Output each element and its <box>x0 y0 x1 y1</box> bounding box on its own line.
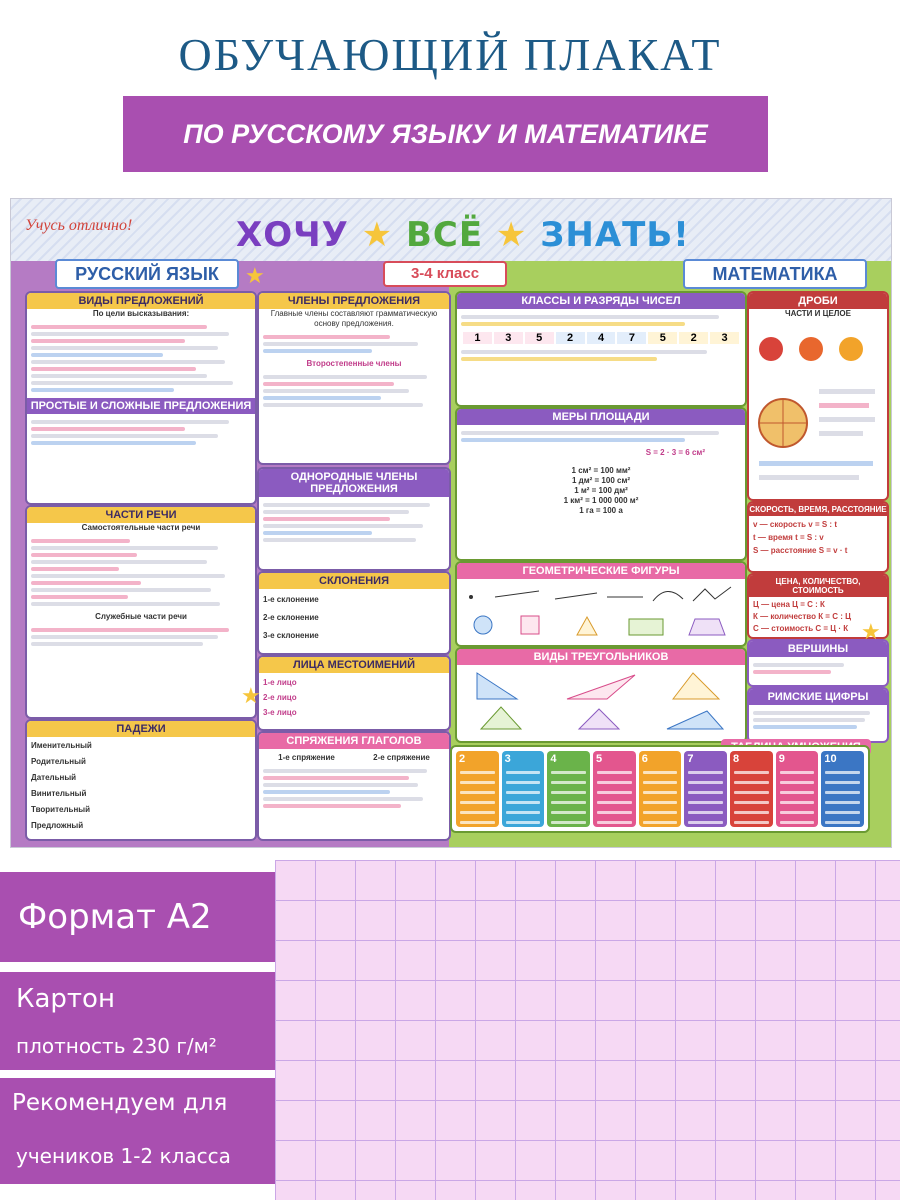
poster-headline <box>236 215 690 255</box>
star-icon: ★ <box>361 215 394 255</box>
digit: 4 <box>587 332 616 344</box>
equilateral-triangle <box>579 709 619 729</box>
digit: 2 <box>556 332 585 344</box>
headline-word-2: ВСЁ <box>405 215 484 255</box>
mult-column <box>502 751 545 827</box>
pron-row-3: 3-е лицо <box>263 708 297 717</box>
mult-column <box>730 751 773 827</box>
text-line <box>759 475 859 480</box>
panel-number-classes <box>455 291 747 407</box>
obtuse-triangle <box>567 675 635 699</box>
curve-shape <box>653 591 683 601</box>
case-5: Творительный <box>31 805 91 814</box>
rectangle-shape <box>629 619 663 635</box>
text-line <box>819 417 875 422</box>
scalene-triangle <box>667 711 723 729</box>
area-formula: S = 2 · 3 = 6 см² <box>645 448 705 457</box>
speed-row: t — время t = S : v <box>753 533 824 542</box>
fractions-subtitle: ЧАСТИ И ЦЕЛОЕ <box>785 309 851 318</box>
mult-number: 2 <box>459 753 466 765</box>
headline-word-3: ЗНАТЬ! <box>540 215 690 255</box>
area-unit: 1 дм² = 100 см² <box>571 476 631 485</box>
star-icon: ★ <box>861 619 881 644</box>
star-icon: ★ <box>241 683 261 708</box>
mult-number: 6 <box>641 753 648 765</box>
density-label: плотность 230 г/м² <box>16 1034 217 1058</box>
recommend-line-1: Рекомендуем для <box>12 1090 228 1116</box>
page-title: ОБУЧАЮЩИЙ ПЛАКАТ <box>178 29 722 80</box>
case-2: Родительный <box>31 757 86 766</box>
panel-title: ВИДЫ ТРЕУГОЛЬНИКОВ <box>457 649 745 665</box>
recommend-block <box>0 1078 275 1184</box>
panel-declensions <box>257 571 451 655</box>
mult-number: 10 <box>824 753 837 765</box>
mult-column <box>776 751 819 827</box>
panel-title: ЛИЦА МЕСТОИМЕНИЙ <box>259 657 449 673</box>
point-shape <box>469 595 473 599</box>
line-shape <box>495 591 539 597</box>
subtitle-banner: ПО РУССКОМУ ЯЗЫКУ И МАТЕМАТИКЕ <box>123 96 768 172</box>
text-line <box>819 389 875 394</box>
text-line <box>819 431 863 436</box>
notebook-grid-background <box>275 860 900 1200</box>
area-unit: 1 м² = 100 дм² <box>574 486 628 495</box>
pron-row-1: 1-е лицо <box>263 678 297 687</box>
panel-title: ЧЛЕНЫ ПРЕДЛОЖЕНИЯ <box>259 293 449 309</box>
square-shape <box>521 616 539 634</box>
text-line <box>819 403 869 408</box>
fractions-drawing <box>749 319 883 489</box>
panel-title: ВЕРШИНЫ <box>749 641 887 657</box>
panel-text-lines <box>27 319 255 398</box>
panel-triangle-types <box>455 647 747 743</box>
panel-sentence-members <box>257 291 451 465</box>
panel-title: ВИДЫ ПРЕДЛОЖЕНИЙ <box>27 293 255 309</box>
acute-triangle <box>673 673 719 699</box>
digit: 7 <box>617 332 646 344</box>
case-3: Дательный <box>31 773 77 782</box>
digit: 3 <box>710 332 739 344</box>
area-unit: 1 см² = 100 мм² <box>571 466 631 475</box>
isosceles-triangle <box>481 707 521 729</box>
trapezoid-shape <box>689 619 725 635</box>
panel-conjugations <box>257 731 451 841</box>
speed-row: S — расстояние S = v · t <box>753 546 848 555</box>
speed-row: v — скорость v = S : t <box>753 520 837 529</box>
multiplication-table <box>450 745 870 833</box>
panel-homogeneous <box>257 467 451 571</box>
price-row: К — количество К = С : Ц <box>753 612 851 621</box>
panel-title: МЕРЫ ПЛОЩАДИ <box>457 409 745 425</box>
digit: 5 <box>525 332 554 344</box>
panel-pronouns <box>257 655 451 731</box>
subject-russian: РУССКИЙ ЯЗЫК <box>55 259 239 289</box>
panel-speed <box>747 501 889 573</box>
case-6: Предложный <box>31 821 84 830</box>
case-1: Именительный <box>31 741 92 750</box>
area-unit: 1 км² = 1 000 000 м² <box>563 496 639 505</box>
right-triangle <box>477 673 517 699</box>
mult-column <box>639 751 682 827</box>
panel-title: ЧАСТИ РЕЧИ <box>27 507 255 523</box>
apple-icon <box>759 337 783 361</box>
panel-subtitle-simple: ПРОСТЫЕ И СЛОЖНЫЕ ПРЕДЛОЖЕНИЯ <box>27 398 255 414</box>
area-unit: 1 га = 100 а <box>579 506 623 515</box>
mult-column <box>684 751 727 827</box>
price-row: Ц — цена Ц = С : К <box>753 600 825 609</box>
panel-roman <box>747 687 889 743</box>
panel-title: ГЕОМЕТРИЧЕСКИЕ ФИГУРЫ <box>457 563 745 579</box>
star-icon: ★ <box>495 215 528 255</box>
headline-word-1: ХОЧУ <box>236 215 349 255</box>
text-line <box>759 461 873 466</box>
panel-title: СКОРОСТЬ, ВРЕМЯ, РАССТОЯНИЕ <box>749 505 887 514</box>
panel-area-measures <box>455 407 747 561</box>
conj-col-1: 1-е спряжение <box>278 753 335 762</box>
material-label: Картон <box>16 984 115 1014</box>
mult-number: 8 <box>733 753 740 765</box>
brand-label: Учусь отлично! <box>25 217 133 234</box>
mult-column <box>547 751 590 827</box>
panel-title: ДРОБИ <box>749 293 887 309</box>
panel-sentence-types <box>25 291 257 505</box>
panel-vertices <box>747 639 889 687</box>
panel-title: ПАДЕЖИ <box>27 721 255 737</box>
decl-row-2: 2-е склонение <box>263 613 319 622</box>
format-label: Формат А2 <box>0 872 275 962</box>
pron-row-2: 2-е лицо <box>263 693 297 702</box>
case-4: Винительный <box>31 789 87 798</box>
service-parts-title: Служебные части речи <box>95 612 187 621</box>
panel-parts-of-speech <box>25 505 257 719</box>
mult-number: 5 <box>596 753 603 765</box>
panel-title: СКЛОНЕНИЯ <box>259 573 449 589</box>
price-row: С — стоимость С = Ц · К <box>753 624 849 633</box>
conj-col-2: 2-е спряжение <box>373 753 430 762</box>
mult-number: 9 <box>778 753 785 765</box>
panel-title: КЛАССЫ И РАЗРЯДЫ ЧИСЕЛ <box>457 293 745 309</box>
orange-icon <box>839 337 863 361</box>
circle-shape <box>474 616 492 634</box>
recommend-line-2: учеников 1-2 класса <box>16 1144 231 1168</box>
digit-row <box>457 332 745 344</box>
digit: 1 <box>463 332 492 344</box>
figures-drawing <box>457 579 741 641</box>
digit: 5 <box>648 332 677 344</box>
members-main-text: Главные члены составляют грамматическую основу предложения. <box>270 309 438 328</box>
digit: 2 <box>679 332 708 344</box>
panel-fractions <box>747 291 889 501</box>
apple-slice-icon <box>799 337 823 361</box>
triangle-shape <box>577 617 597 635</box>
mult-number: 3 <box>504 753 511 765</box>
mult-column <box>821 751 864 827</box>
panel-subtitle: По цели высказывания: <box>92 309 190 318</box>
panel-figures <box>455 561 747 647</box>
decl-row-3: 3-е склонение <box>263 631 319 640</box>
mult-number: 4 <box>550 753 557 765</box>
mult-column <box>456 751 499 827</box>
grade-badge: 3-4 класс <box>383 261 507 287</box>
mult-number: 7 <box>687 753 694 765</box>
panel-title: РИМСКИЕ ЦИФРЫ <box>749 689 887 705</box>
star-icon: ★ <box>245 263 265 288</box>
decl-row-1: 1-е склонение <box>263 595 319 604</box>
material-block <box>0 972 275 1070</box>
digit: 3 <box>494 332 523 344</box>
panel-title: СПРЯЖЕНИЯ ГЛАГОЛОВ <box>259 733 449 749</box>
parts-subtitle: Самостоятельные части речи <box>81 523 201 532</box>
ray-shape <box>555 593 597 599</box>
members-second-title: Второстепенные члены <box>306 359 402 368</box>
panel-cases <box>25 719 257 841</box>
subject-math: МАТЕМАТИКА <box>683 259 867 289</box>
mult-column <box>593 751 636 827</box>
polyline-shape <box>693 587 731 601</box>
panel-title: ОДНОРОДНЫЕ ЧЛЕНЫ ПРЕДЛОЖЕНИЯ <box>259 469 449 497</box>
triangles-drawing <box>457 665 741 735</box>
panel-title: ЦЕНА, КОЛИЧЕСТВО, СТОИМОСТЬ <box>749 575 887 597</box>
